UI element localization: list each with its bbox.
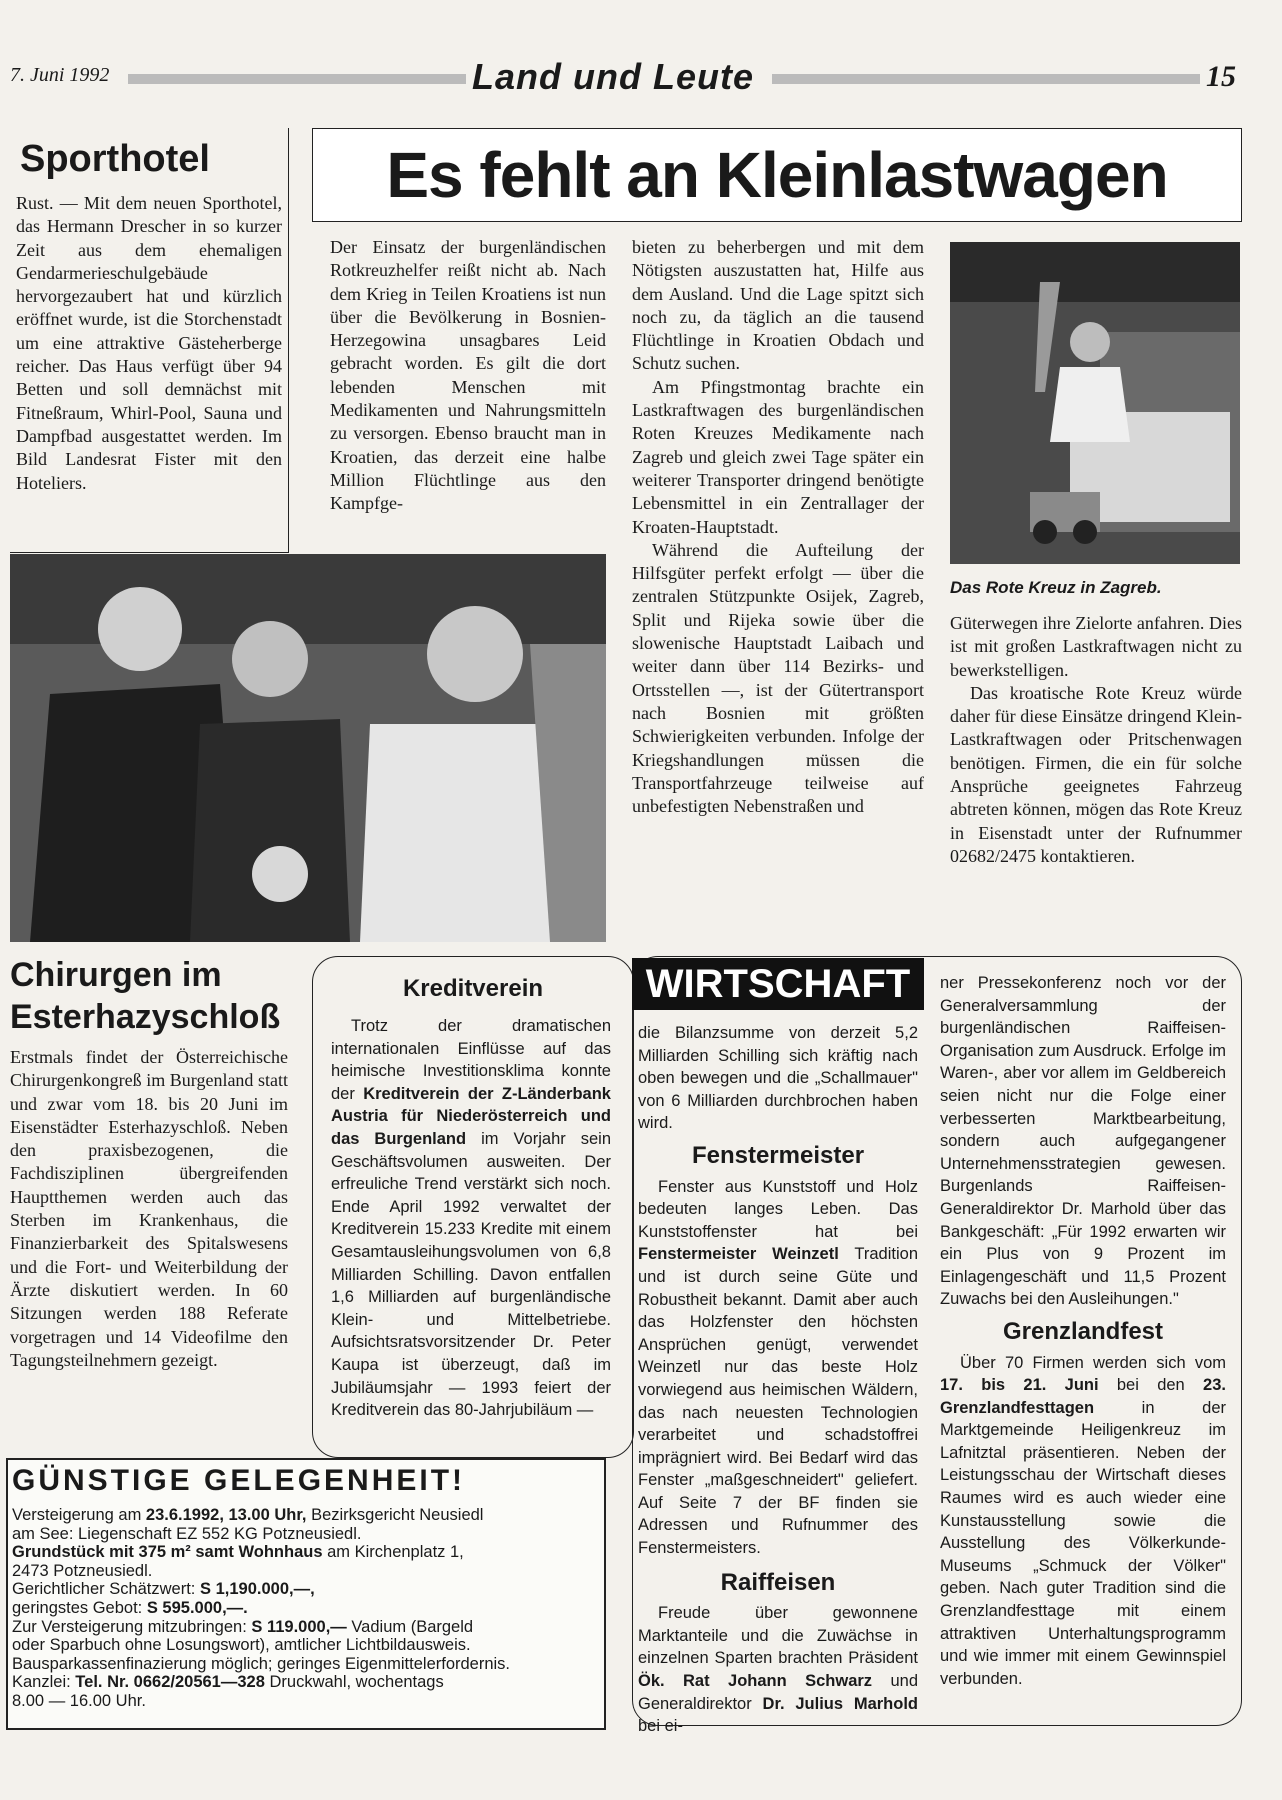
issue-date: 7. Juni 1992 xyxy=(10,64,110,86)
main-col2-p1: bieten zu beherbergen und mit dem Nötigsten auszustatten hat, Hilfe aus dem Ausland. Und die Lage spitzt sich noch zu, da täglich an die tausend Flüchtlinge in Kroatien Obdach und Schutz suchen. xyxy=(632,237,924,374)
kreditverein-cont: die Bilanzsumme von derzeit 5,2 Milliarden Schilling sich kräftig nach oben bewegen und die „Schallmauer" von 6 Milliarden durchbrochen haben wird. xyxy=(638,1024,918,1133)
raiff-bold2: Dr. Julius Marhold xyxy=(762,1694,918,1713)
red-cross-photo xyxy=(950,242,1240,564)
raiffeisen-cont: ner Pressekonferenz noch vor der Generalversammlung der burgenländischen Raiffeisen-Organisation zum Ausdruck. Erfolge im Waren-, aber vor allem im Geldbereich seien nicht nur die Folge einer verbesserten Marktbearbeitung, sondern auch aufgegangener Unternehmensstrategien gewesen. Burgenlands Raiffeisen-Generaldirektor Dr. Marhold über das Bankgeschäft: „Für 1992 erwarten wir ein Plus von 9 Prozent im Einlagengeschäft und 11,5 Prozent Zuwachs bei den Ausleihungen." xyxy=(940,974,1226,1309)
grenz-post: in der Marktgemeinde Heiligenkreuz im Lafnitztal präsentieren. Neben der Leistungsschau der Wirtschaft dieses Raumes wird es auch wieder eine Kunstausstellung sowie die Ausstellung des Völkerkunde-Museums „Schmuck der Völker" geben. Nach guter Tradition sind die Grenzlandfesttage mit einem attraktiven Unterhaltungsprogramm und wie immer mit einem Gewinnspiel verbunden. xyxy=(940,1398,1226,1688)
masthead-rule-right xyxy=(772,74,1200,84)
sporthotel-photo-graphic xyxy=(10,554,606,942)
raiff-bold1: Ök. Rat Johann Schwarz xyxy=(638,1672,873,1691)
ad-l10c: Druckwahl, wochentags xyxy=(269,1673,444,1692)
grenzlandfest-title: Grenzlandfest xyxy=(1002,1317,1164,1345)
raiff-end: bei ei- xyxy=(638,1717,683,1736)
ad-l5b: S 1,190.000,—, xyxy=(200,1580,315,1599)
section-title: Land und Leute xyxy=(472,56,754,97)
kreditverein-box xyxy=(312,956,634,1458)
ad-l7c: Vadium (Bargeld xyxy=(351,1617,474,1636)
ad-l8: oder Sparbuch ohne Losungswort), amtlicher Lichtbildausweis. xyxy=(12,1636,471,1655)
grenz-bold2: 23. Grenzlandfesttagen xyxy=(940,1376,1226,1417)
ad-l4: 2473 Potzneusiedl. xyxy=(12,1561,153,1580)
chirurgen-body: Erstmals findet der Österreichische Chirurgenkongreß im Burgenland statt und zwar vom 18. bis 20 Juni im Eisenstädter Esterhazyschloß. Neben den praxisbezogenen, die Fachdisziplinen übergreifenden Hauptthemen werden auch das Sterben im Krankenhaus, die Finanzierbarkeit des Spitalswesens und die Fort- und Weiterbildung der Ärzte diskutiert werden. In 60 Sitzungen werden 188 Referate vorgetragen und 14 Videofilme den Tagungsteilnehmern gezeigt. xyxy=(10,1047,288,1370)
raiffeisen-title: Raiffeisen xyxy=(720,1568,836,1596)
main-col2-p3: Während die Aufteilung der Hilfsgüter perfekt erfolgt — über die zentralen Stützpunkte Osijek, Zagreb, Split und Rijeka sowie über die slowenische Hauptstadt Laibach und weiter dann über 114 Bezirks- und Ortsstellen —, ist der Gütertransport nach Bosnien mit größten Schwierigkeiten verbunden. Infolge der Kriegshandlungen müssen die Transportfahrzeuge teilweise auf unbefestigten Nebenstraßen und xyxy=(632,539,924,817)
ad-l6a: geringstes Gebot: xyxy=(12,1598,143,1617)
ad-l1b: 23.6.1992, 13.00 Uhr, xyxy=(145,1506,307,1524)
ad-l2: am See: Liegenschaft EZ 552 KG Potzneusiedl. xyxy=(12,1524,362,1543)
ad-l1a: Versteigerung am xyxy=(12,1506,142,1524)
ad-l1c: Bezirksgericht Neusiedl xyxy=(311,1506,484,1524)
fenstermeister-body xyxy=(638,1176,918,1560)
main-story-col2 xyxy=(632,236,924,818)
wirtschaft-col4 xyxy=(940,972,1226,1690)
kreditverein-title: Kreditverein xyxy=(402,975,544,1002)
sporthotel-body: Rust. — Mit dem neuen Sporthotel, das Hermann Drescher in so kurzer Zeit aus dem ehemaligen Gendarmerieschulgebäude hervorgezaubert hat und kürzlich eröffnet wurde, ist die Storchenstadt um eine attraktive Gästeherberge reicher. Das Haus verfügt über 94 Betten und soll demnächst mit Fitneßraum, Whirl-Pool, Sauna und Dampfbad ausgestattet werden. Im Bild Landesrat Fister mit den Hoteliers. xyxy=(16,193,282,493)
fenster-bold: Fenstermeister Weinzetl xyxy=(638,1245,839,1264)
page-number: 15 xyxy=(1206,60,1236,93)
kreditverein-post: im Vorjahr sein Geschäftsvolumen ausweiten. Der erfreuliche Trend verstärkt sich noch. Ende April 1992 verwaltet der Kreditverein 15.233 Kredite mit einem Gesamtausleihungsvolumen von 6,8 Milliarden Schilling. Davon entfallen 1,6 Milliarden auf burgenländische Klein- und Mittelbetriebe. Aufsichtsratsvorsitzender Dr. Peter Kaupa ist überzeugt, daß im Jubiläumsjahr — 1993 feiert der Kreditverein das 80-Jahrjubiläum — xyxy=(331,1129,611,1420)
chirurgen-headline: Chirurgen im Esterhazyschloß xyxy=(10,956,281,1036)
sporthotel-headline: Sporthotel xyxy=(20,138,210,180)
main-col3-p2: Das kroatische Rote Kreuz würde daher für diese Einsätze dringend Klein-Lastkraftwagen oder Pritschenwagen benötigen. Firmen, die ein für solche Ansprüche geeignetes Fahrzeug abtreten können, mögen das Rote Kreuz in Eisenstadt unter der Rufnummer 02682/2475 kontaktieren. xyxy=(950,682,1242,866)
ad-l7b: S 119.000,— xyxy=(251,1617,347,1636)
ad-l10b: Tel. Nr. 0662/20561—328 xyxy=(75,1673,265,1692)
sporthotel-box xyxy=(10,128,289,553)
ad-l3b: am Kirchenplatz 1, xyxy=(327,1543,464,1562)
grenz-mid: bei den xyxy=(1116,1376,1185,1395)
main-story-col3 xyxy=(950,612,1242,868)
grenz-pre: Über 70 Firmen werden sich vom xyxy=(960,1353,1226,1372)
main-col3-p1: Güterwegen ihre Zielorte anfahren. Dies ist mit großen Lastkraftwagen nicht zu bewerkstelligen. xyxy=(950,613,1242,680)
auction-body xyxy=(12,1506,600,1711)
main-story-col1: Der Einsatz der burgenländischen Rotkreuzhelfer reißt nicht ab. Nach dem Krieg in Teilen Kroatiens ist nun über die Bevölkerung in Bosnien-Herzegowina unsagbares Leid gebracht worden. Es gilt die dort lebenden Menschen mit Medikamenten und Nahrungsmitteln zu versorgen. Ebenso braucht man in Kroatien, das derzeit eine halbe Million Flüchtlinge aus den Kampfge- xyxy=(330,237,606,514)
wirtschaft-col3 xyxy=(638,1022,918,1738)
kreditverein-pre: Trotz der dramatischen internationalen Einflüsse auf das heimische Investitionsklima konnte der xyxy=(331,1017,611,1103)
main-col2-p2: Am Pfingstmontag brachte ein Lastkraftwagen des burgenländischen Roten Kreuzes Medikamente nach Zagreb und gleich zwei Tage später ein weiterer Transporter dringend benötigte Lebensmittel in ein Zentrallager der Kroaten-Hauptstadt. xyxy=(632,376,924,537)
grenz-bold1: 17. bis 21. Juni xyxy=(940,1376,1099,1395)
fenster-pre: Fenster aus Kunststoff und Holz bedeuten langes Leben. Das Kunststoffenster hat bei xyxy=(638,1177,918,1241)
ad-l5a: Gerichtlicher Schätzwert: xyxy=(12,1580,196,1599)
ad-l7a: Zur Versteigerung mitzubringen: xyxy=(12,1617,247,1636)
wirtschaft-banner: WIRTSCHAFT xyxy=(632,958,924,1010)
grenzlandfest-body xyxy=(940,1352,1226,1691)
photo-caption: Das Rote Kreuz in Zagreb. xyxy=(950,578,1162,597)
auction-ad xyxy=(6,1458,606,1730)
fenstermeister-title: Fenstermeister xyxy=(691,1141,865,1169)
raiffeisen-body xyxy=(638,1602,918,1738)
ad-l10a: Kanzlei: xyxy=(12,1673,71,1692)
masthead-rule-left xyxy=(128,74,466,84)
kreditverein-body xyxy=(331,1015,611,1422)
sporthotel-photo xyxy=(10,554,606,942)
main-headline: Es fehlt an Kleinlastwagen xyxy=(312,128,1242,222)
raiff-pre: Freude über gewonnene Marktanteile und die Zuwächse in einzelnen Sparten brachten Präsident xyxy=(638,1604,918,1668)
raiff-mid: und Generaldirektor xyxy=(638,1672,918,1713)
ad-l3a: Grundstück mit 375 m² samt Wohnhaus xyxy=(12,1543,323,1562)
red-cross-photo-graphic xyxy=(950,242,1240,564)
ad-l9: Bausparkassenfinazierung möglich; geringes Eigenmittelerfordernis. xyxy=(12,1654,511,1673)
ad-l11: 8.00 — 16.00 Uhr. xyxy=(12,1691,146,1710)
auction-headline: GÜNSTIGE GELEGENHEIT! xyxy=(12,1464,466,1497)
ad-l6b: S 595.000,—. xyxy=(146,1598,248,1617)
kreditverein-bold: Kreditverein der Z-Länderbank Austria für Niederösterreich und das Burgenland xyxy=(331,1084,611,1148)
fenster-post: Tradition und ist durch seine Güte und Robustheit bekannt. Damit aber auch das Holzfenster den höchsten Ansprüchen genügt, verwendet Weinzetl nur das beste Holz vorwiegend aus heimischen Wäldern, das nach neuesten Technologien verarbeitet und schadstoffrei imprägniert wird. Bei Bedarf wird das Fenster „maßgeschneidert" geliefert. Auf Seite 7 der BF finden sie Adressen und Rufnummer des Fenstermeisters. xyxy=(638,1245,918,1558)
